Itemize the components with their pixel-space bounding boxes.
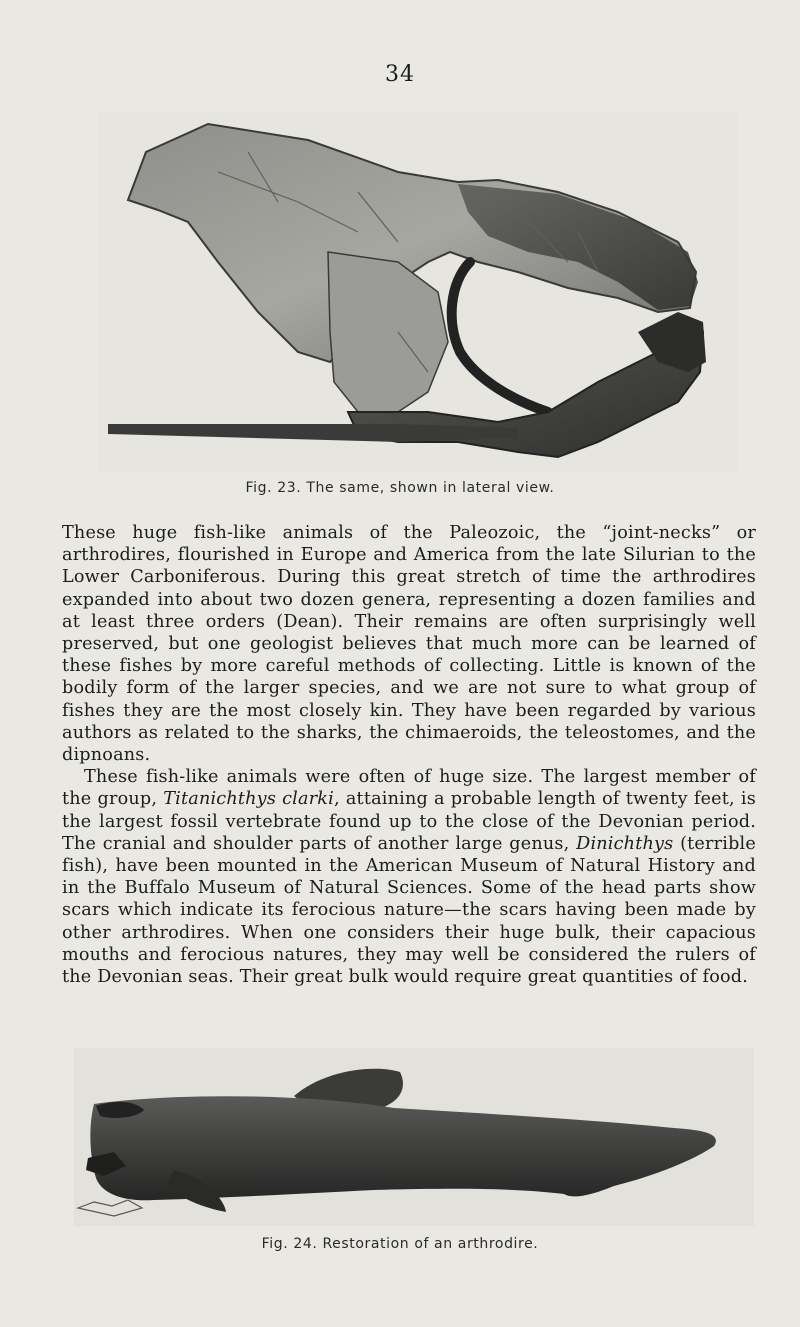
paragraph-2 bbox=[62, 766, 756, 988]
paragraph-2-part-b: , attaining a probable length of twenty feet, is the largest fossil vertebrate found up to the close of the Devonian period. The cranial and shoulder parts of another large genus, bbox=[62, 789, 756, 854]
figure-23-caption: Fig. 23. The same, shown in lateral view. bbox=[245, 480, 555, 496]
body-text bbox=[62, 522, 756, 988]
figure-24-caption: Fig. 24. Restoration of an arthrodire. bbox=[261, 1236, 539, 1252]
page-number: 34 bbox=[385, 62, 415, 87]
paragraph-1: These huge fish-like animals of the Paleozoic, the “joint-necks” or arthrodires, flourished in Europe and America from the late Silurian to the Lower Carboniferous. During this great stretch of time the arthrodires expanded into about two dozen genera, representing a dozen families and at least three orders (Dean). Their remains are often surprisingly well preserved, but one geologist believes that much more can be learned of these fishes by more careful methods of collecting. Little is known of the bodily form of the larger species, and we are not sure to what group of fishes they are the most closely kin. They have been regarded by various authors as related to the sharks, the chimaeroids, the teleostomes, and the dipnoans. bbox=[62, 523, 756, 766]
genus-dinichthys: Dinichthys bbox=[576, 833, 674, 854]
paragraph-2-part-c: (terrible fish), have been mounted in the American Museum of Natural History and in the Buffalo Museum of Natural Sciences. Some of the head parts show scars which indicate its ferocious nature—the scars having been made by other arthrodires. When one considers their huge bulk, their capacious mouths and ferocious natures, they may well be considered the rulers of the Devonian seas. Their great bulk would require great quantities of food. bbox=[62, 833, 756, 988]
paragraph-2-part-a: These fish-like animals were often of huge size. The largest member of the group, bbox=[62, 767, 756, 810]
arthrodire-restoration-illustration bbox=[74, 1048, 754, 1226]
figure-24-restoration-photo bbox=[74, 1048, 754, 1226]
figure-23-skull-photo bbox=[98, 112, 738, 472]
species-titanichthys: Titanichthys clarki bbox=[163, 789, 334, 810]
skull-fossil-illustration bbox=[98, 112, 738, 472]
